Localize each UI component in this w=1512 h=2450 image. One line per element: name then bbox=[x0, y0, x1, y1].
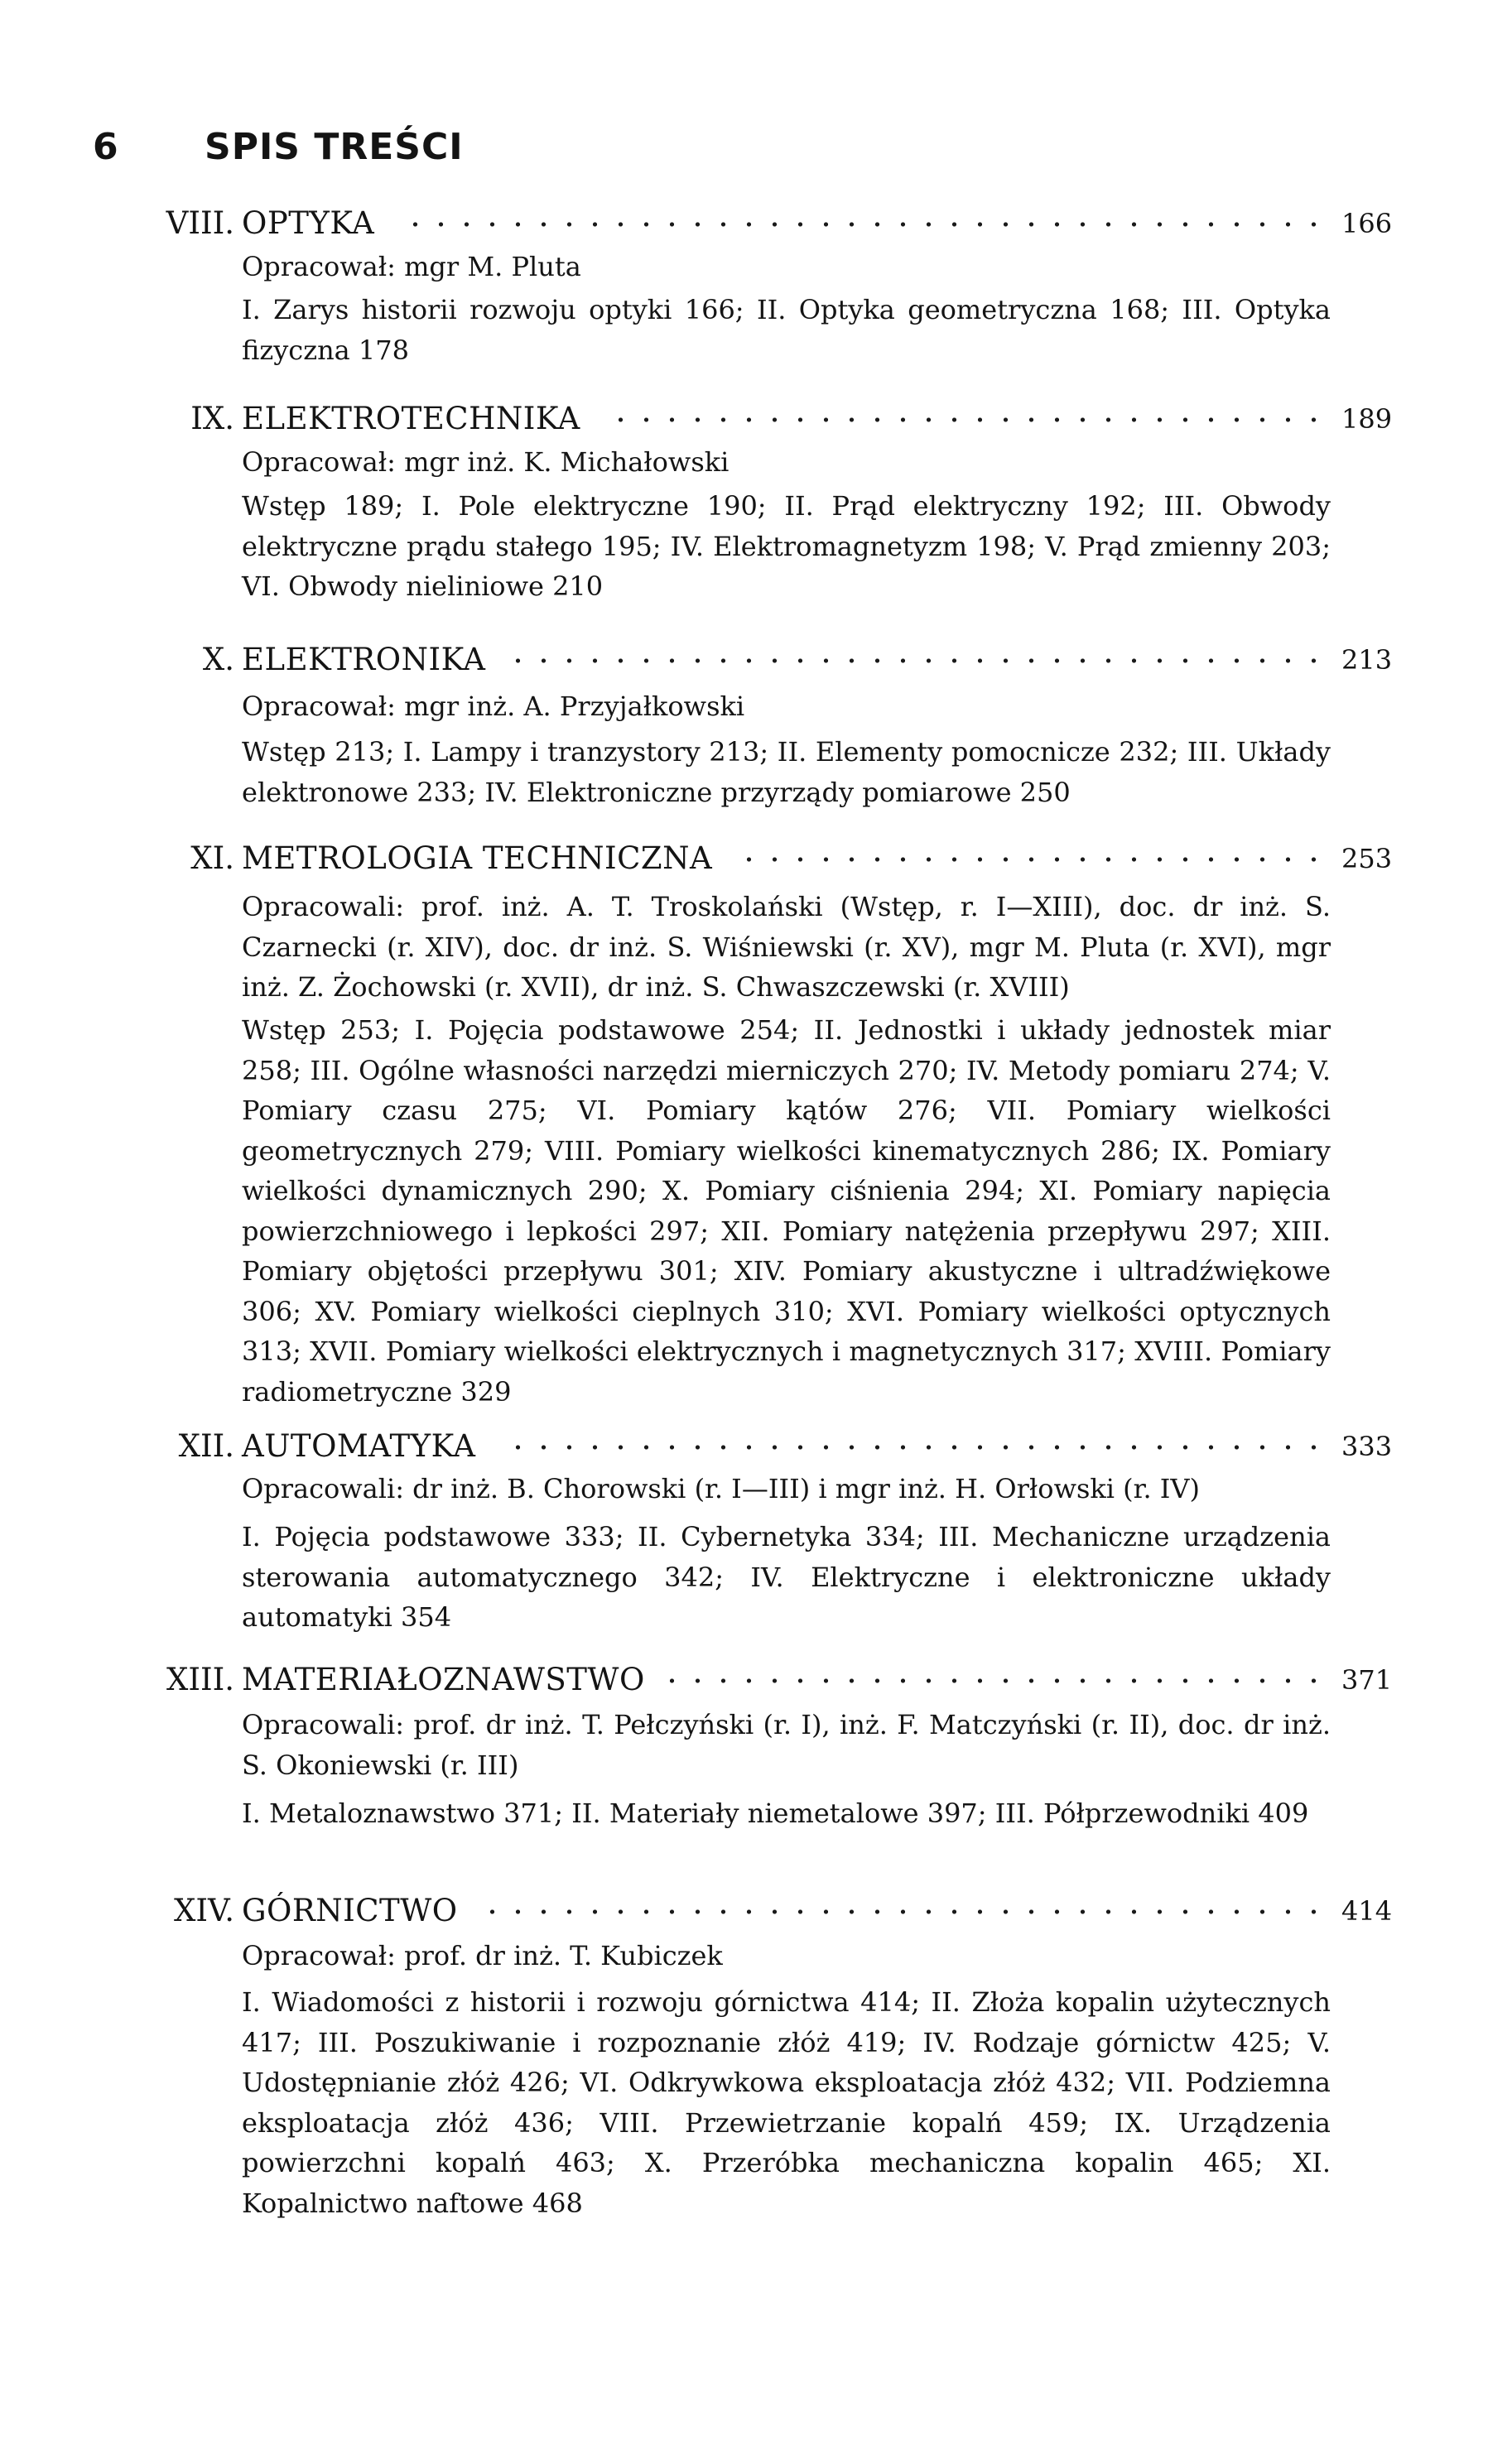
section-numeral: XII. bbox=[178, 1428, 234, 1464]
page-header bbox=[93, 126, 464, 168]
dot-leader bbox=[662, 1677, 1327, 1684]
section-page[interactable]: 189 bbox=[1341, 403, 1393, 435]
section-title[interactable]: ELEKTROTECHNIKA bbox=[242, 401, 580, 436]
dot-leader bbox=[477, 1908, 1327, 1915]
section-author: Opracowali: prof. dr inż. T. Pełczyński (r. I), inż. F. Matczyński (r. II), doc. dr inż. S. Okoniewski (r. III) bbox=[242, 1709, 1331, 1781]
section-page[interactable]: 213 bbox=[1341, 644, 1393, 676]
section-numeral: XIII. bbox=[166, 1662, 234, 1697]
section-author: Opracował: prof. dr inż. T. Kubiczek bbox=[242, 1940, 723, 1971]
page-number: 6 bbox=[93, 126, 119, 168]
section-numeral: VIII. bbox=[166, 205, 234, 241]
section-author: Opracowali: dr inż. B. Chorowski (r. I—III) i mgr inż. H. Orłowski (r. IV) bbox=[242, 1473, 1201, 1504]
section-contents: Wstęp 253; I. Pojęcia podstawowe 254; II. Jednostki i układy jednostek miar 258; III. Ogólne własności narzędzi mierniczych 270; IV. Metody pomiaru 274; V. Pomiary czasu 275; VI. Pomiary kątów 276; VII. Pomiary wielkości geometrycznych 279; VIII. Pomiary wielkości kinematycznych 286; IX. Pomiary wielkości dynamicznych 290; X. Pomiary ciśnienia 294; XI. Pomiary napięcia powierzchniowego i lepkości 297; XII. Pomiary natężenia przepływu 297; XIII. Pomiary objętości przepływu 301; XIV. Pomiary akustyczne i ultradźwiękowe 306; XV. Pomiary wielkości cieplnych 310; XVI. Pomiary wielkości optycznych 313; XVII. Pomiary wielkości elektrycznych i magnetycznych 317; XVIII. Pomiary radiometryczne 329 bbox=[242, 1014, 1331, 1408]
section-title[interactable]: METROLOGIA TECHNICZNA bbox=[242, 840, 713, 876]
dot-leader bbox=[513, 1444, 1327, 1451]
dot-leader bbox=[396, 221, 1327, 228]
section-contents: I. Metaloznawstwo 371; II. Materiały niemetalowe 397; III. Półprzewodniki 409 bbox=[242, 1798, 1309, 1829]
section-page[interactable]: 253 bbox=[1341, 843, 1393, 874]
dot-leader bbox=[613, 416, 1327, 423]
section-author: Opracował: mgr M. Pluta bbox=[242, 251, 581, 282]
section-page[interactable]: 333 bbox=[1341, 1431, 1393, 1462]
section-page[interactable]: 166 bbox=[1341, 208, 1393, 239]
section-numeral: XI. bbox=[190, 840, 234, 876]
section-contents: I. Wiadomości z historii i rozwoju górnictwa 414; II. Złoża kopalin użytecznych 417; III. Poszukiwanie i rozpoznanie złóż 419; IV. Rodzaje górnictw 425; V. Udostępnianie złóż 426; VI. Odkrywkowa eksploatacja złóż 432; VII. Podziemna eksploatacja złóż 436; VIII. Przewietrzanie kopalń 459; IX. Urządzenia powierzchni kopalń 463; X. Przeróbka mechaniczna kopalin 465; XI. Kopalnictwo naftowe 468 bbox=[242, 1986, 1331, 2219]
page-title: SPIS TREŚCI bbox=[205, 126, 464, 168]
section-contents: I. Zarys historii rozwoju optyki 166; II. Optyka geometryczna 168; III. Optyka fizyczna 178 bbox=[242, 294, 1331, 366]
section-title[interactable]: AUTOMATYKA bbox=[242, 1428, 476, 1464]
section-title[interactable]: ELEKTRONIKA bbox=[242, 642, 486, 677]
section-numeral: XIV. bbox=[174, 1893, 234, 1928]
section-contents: Wstęp 189; I. Pole elektryczne 190; II. Prąd elektryczny 192; III. Obwody elektryczne prądu stałego 195; IV. Elektromagnetyzm 198; V. Prąd zmienny 203; VI. Obwody nieliniowe 210 bbox=[242, 490, 1331, 602]
section-contents: Wstęp 213; I. Lampy i tranzystory 213; II. Elementy pomocnicze 232; III. Układy elektronowe 233; IV. Elektroniczne przyrządy pomiarowe 250 bbox=[242, 736, 1331, 808]
section-author: Opracowali: prof. inż. A. T. Troskolański (Wstęp, r. I—XIII), doc. dr inż. S. Czarnecki (r. XIV), doc. dr inż. S. Wiśniewski (r. XV), mgr M. Pluta (r. XVI), mgr inż. Z. Żochowski (r. XVII), dr inż. S. Chwaszczewski (r. XVIII) bbox=[242, 891, 1331, 1003]
section-page[interactable]: 371 bbox=[1341, 1664, 1393, 1696]
section-title[interactable]: OPTYKA bbox=[242, 205, 375, 241]
section-numeral: IX. bbox=[190, 401, 234, 436]
section-numeral: X. bbox=[202, 642, 234, 677]
dot-leader bbox=[510, 657, 1327, 664]
section-title[interactable]: GÓRNICTWO bbox=[242, 1893, 458, 1928]
section-page[interactable]: 414 bbox=[1341, 1895, 1393, 1927]
section-author: Opracował: mgr inż. K. Michałowski bbox=[242, 446, 730, 478]
dot-leader bbox=[737, 856, 1327, 863]
section-author: Opracował: mgr inż. A. Przyjałkowski bbox=[242, 691, 745, 722]
section-contents: I. Pojęcia podstawowe 333; II. Cybernetyka 334; III. Mechaniczne urządzenia sterowania automatycznego 342; IV. Elektryczne i elektroniczne układy automatyki 354 bbox=[242, 1521, 1331, 1633]
section-title[interactable]: MATERIAŁOZNAWSTWO bbox=[242, 1662, 645, 1697]
